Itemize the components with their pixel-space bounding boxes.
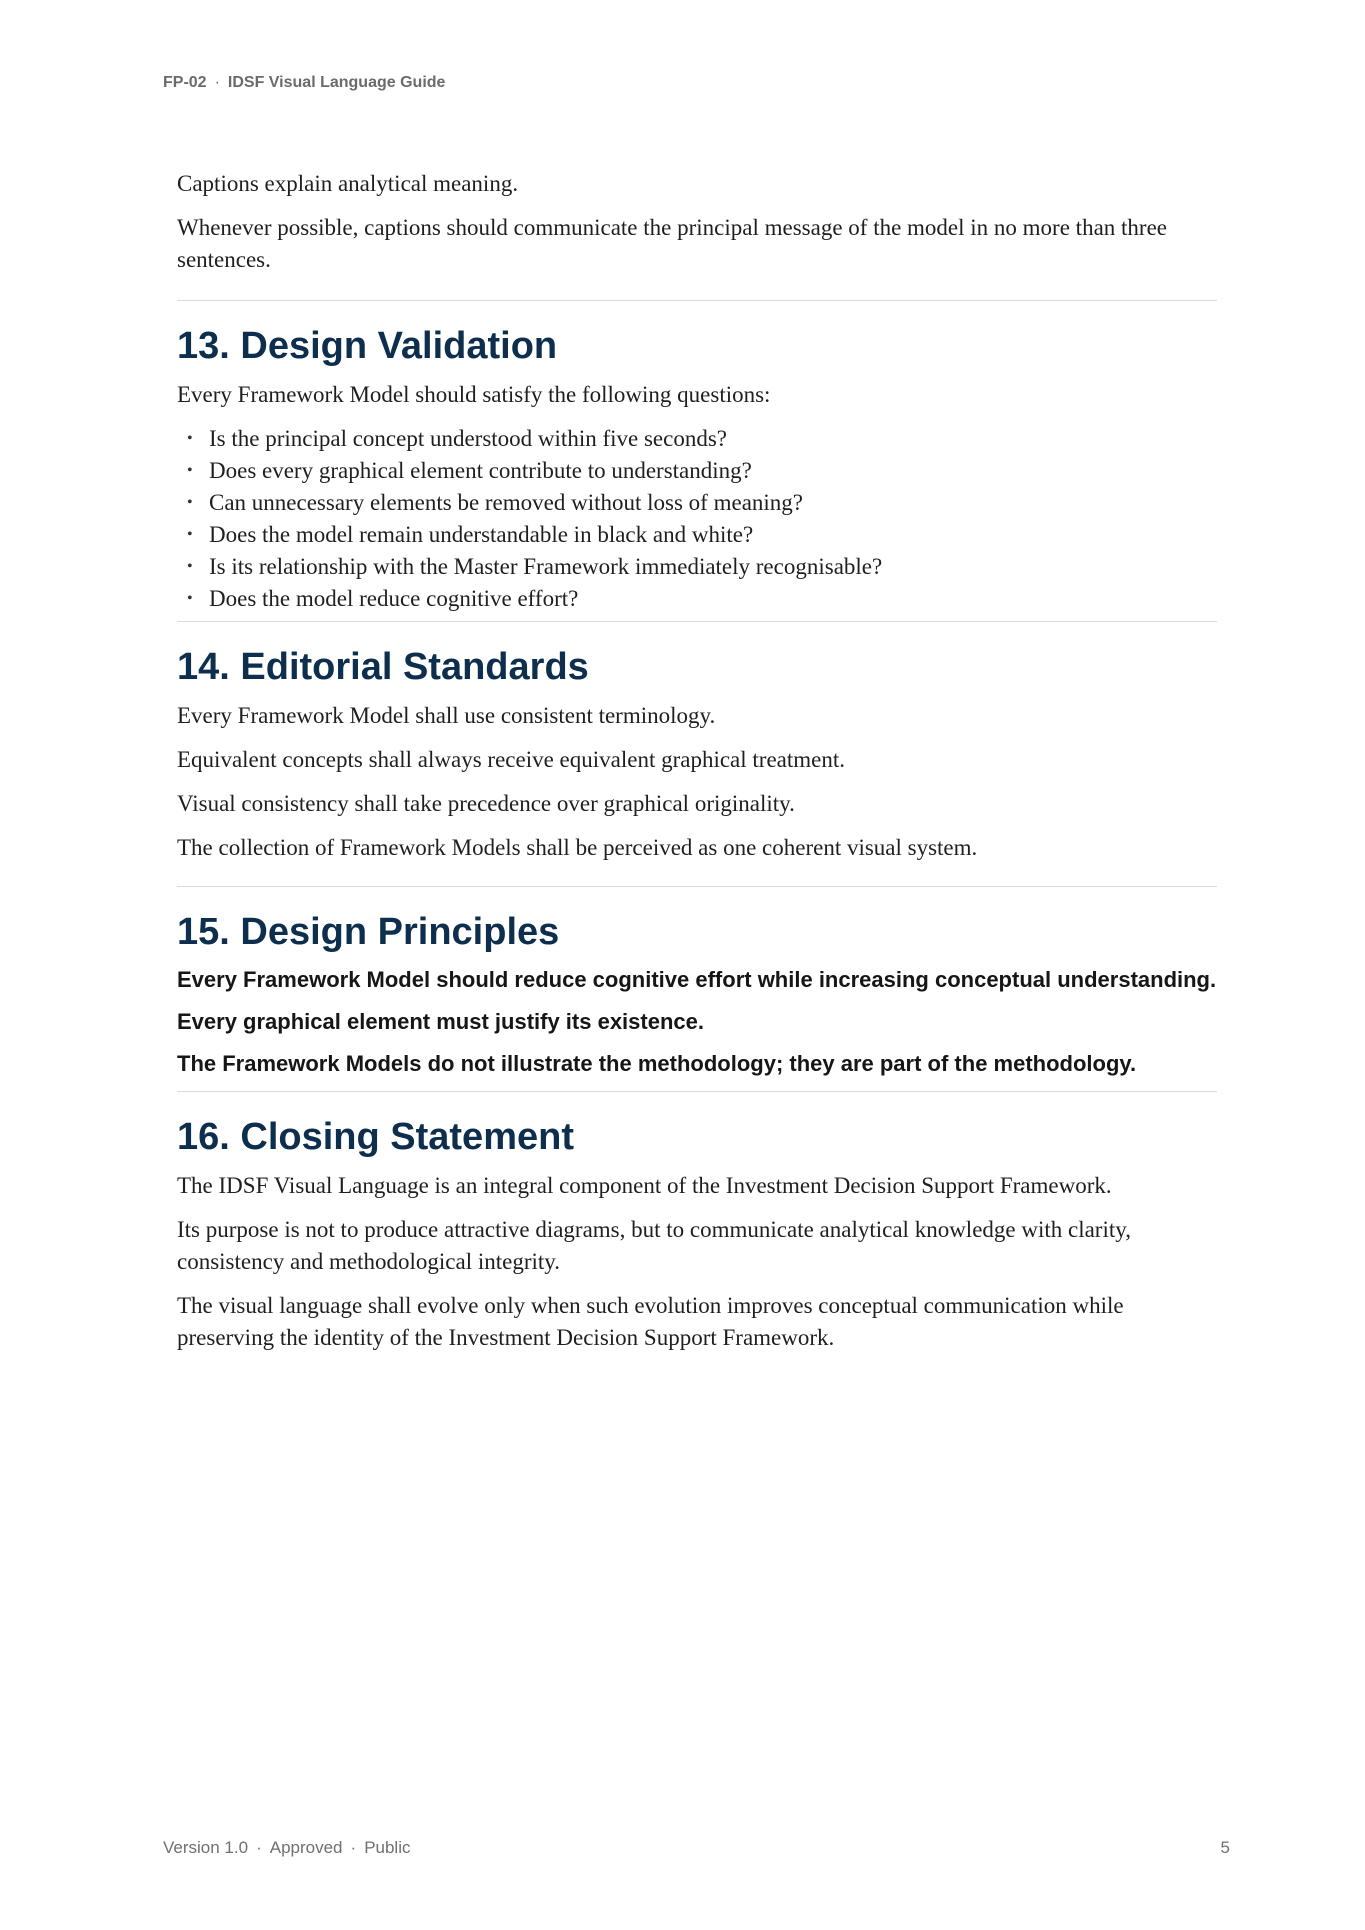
intro-section xyxy=(177,168,1217,301)
section-paragraph: Every Framework Model shall use consistent terminology. xyxy=(177,703,716,728)
header-separator: · xyxy=(214,74,220,91)
list-item: • Is the principal concept understood within five seconds? xyxy=(177,423,1217,455)
intro-paragraph: Whenever possible, captions should communicate the principal message of the model in no more than three sentences. xyxy=(177,215,1167,272)
section-heading: 15. Design Principles xyxy=(177,911,560,953)
page-footer xyxy=(163,1838,1230,1858)
footer-status: Approved xyxy=(269,1838,343,1857)
section-design-validation xyxy=(177,323,1217,622)
list-item: • Does every graphical element contribute to understanding? xyxy=(177,455,1217,487)
validation-questions-list xyxy=(177,423,1217,615)
list-item: • Does the model reduce cognitive effort? xyxy=(177,583,1217,615)
section-heading: 13. Design Validation xyxy=(177,325,558,367)
list-item: • Can unnecessary elements be removed without loss of meaning? xyxy=(177,487,1217,519)
section-design-principles xyxy=(177,909,1217,1092)
section-paragraph: The collection of Framework Models shall be perceived as one coherent visual system. xyxy=(177,835,978,860)
footer-classification: Public xyxy=(364,1838,411,1857)
section-paragraph: The visual language shall evolve only when such evolution improves conceptual communication while preserving the identity of the Investment Decision Support Framework. xyxy=(177,1293,1124,1350)
doc-id: FP-02 xyxy=(163,74,207,91)
principle-statement: The Framework Models do not illustrate the methodology; they are part of the methodology. xyxy=(177,1051,1137,1076)
section-paragraph: The IDSF Visual Language is an integral component of the Investment Decision Support Framework. xyxy=(177,1173,1112,1198)
section-heading: 16. Closing Statement xyxy=(177,1116,574,1158)
footer-separator: · xyxy=(256,1838,262,1857)
list-item: • Is its relationship with the Master Framework immediately recognisable? xyxy=(177,551,1217,583)
page-number: 5 xyxy=(1220,1838,1230,1857)
footer-separator: · xyxy=(350,1838,357,1857)
list-item: • Does the model remain understandable in black and white? xyxy=(177,519,1217,551)
section-closing-statement xyxy=(177,1114,1217,1354)
section-lead: Every Framework Model should satisfy the following questions: xyxy=(177,382,771,407)
footer-version: Version 1.0 xyxy=(163,1838,249,1857)
document-body xyxy=(177,168,1217,1366)
section-paragraph: Its purpose is not to produce attractive diagrams, but to communicate analytical knowledge with clarity, consistency and methodological integrity. xyxy=(177,1217,1132,1274)
principle-statement: Every graphical element must justify its existence. xyxy=(177,1009,704,1034)
section-editorial-standards xyxy=(177,644,1217,887)
intro-paragraph: Captions explain analytical meaning. xyxy=(177,171,519,196)
page-header xyxy=(163,74,445,92)
section-paragraph: Equivalent concepts shall always receive equivalent graphical treatment. xyxy=(177,747,845,772)
doc-title: IDSF Visual Language Guide xyxy=(227,74,446,91)
principle-statement: Every Framework Model should reduce cognitive effort while increasing conceptual understanding. xyxy=(177,967,1217,992)
section-heading: 14. Editorial Standards xyxy=(177,646,589,688)
section-paragraph: Visual consistency shall take precedence over graphical originality. xyxy=(177,791,795,816)
